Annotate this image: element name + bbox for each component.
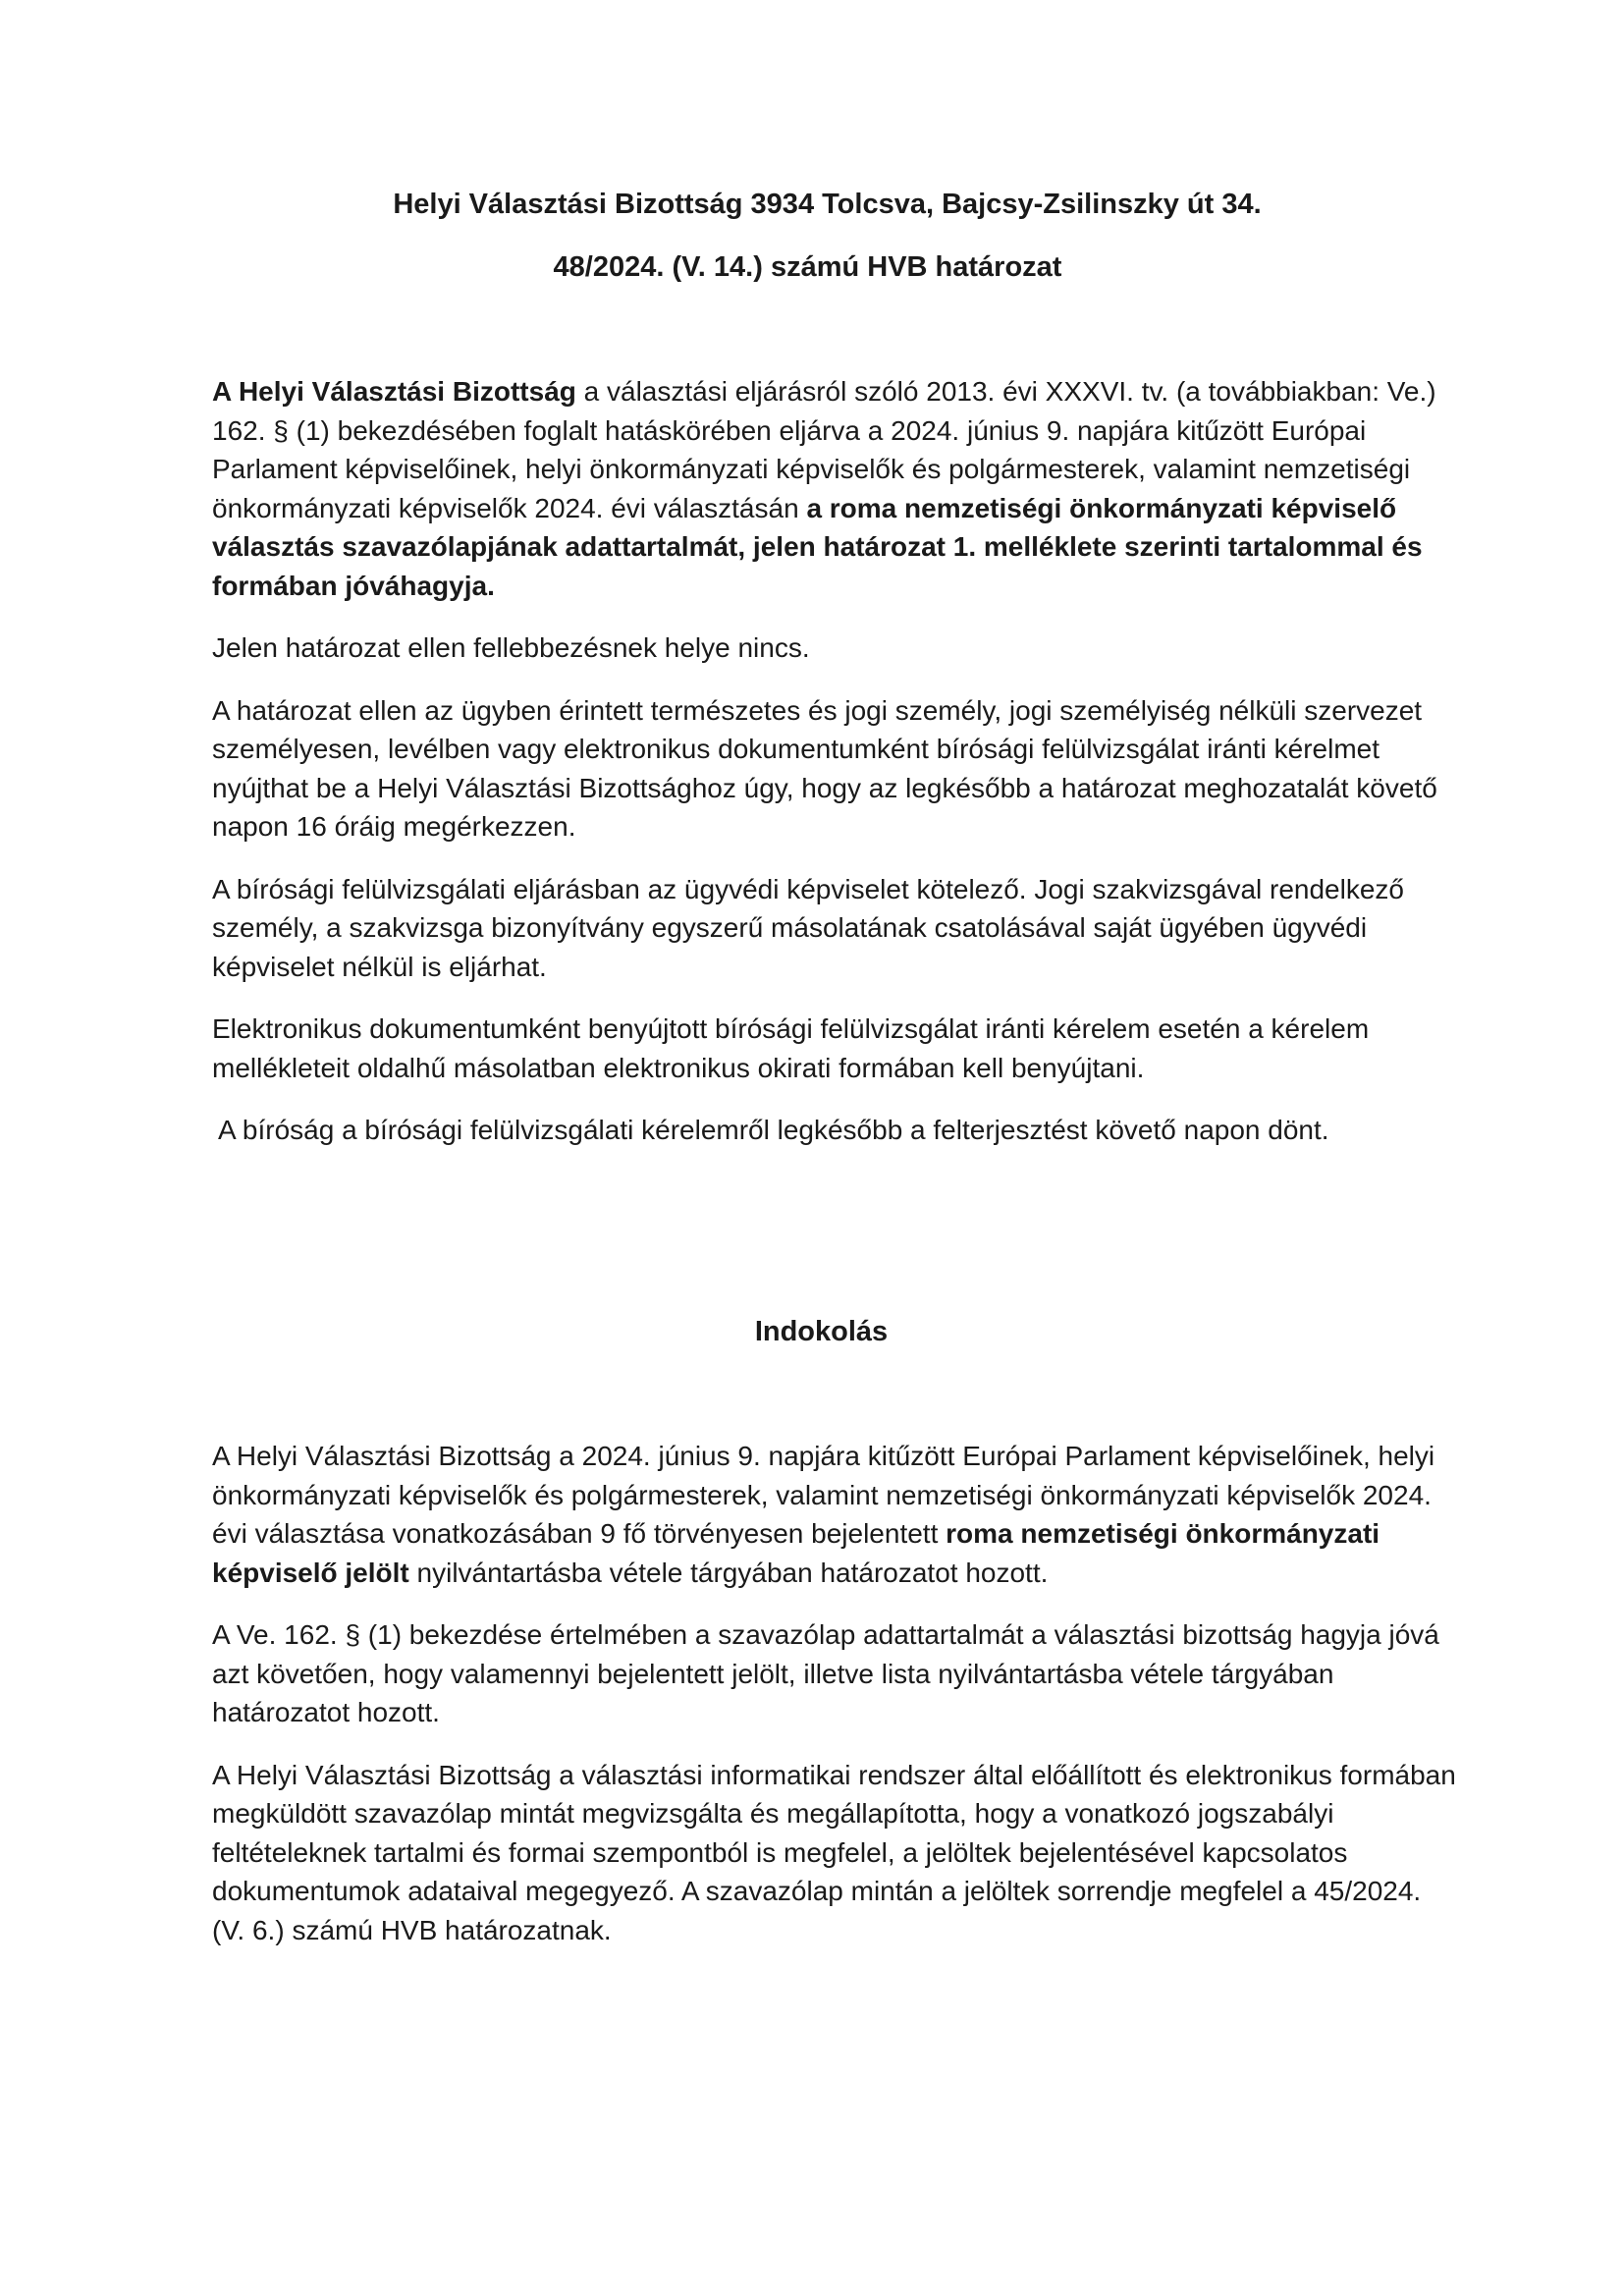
no-appeal-paragraph: Jelen határozat ellen fellebbezésnek helye nincs. [212, 632, 810, 663]
resolution-body [212, 372, 1459, 1174]
justification-body [212, 1437, 1459, 1973]
justification-text: A Helyi Választási Bizottság a 2024. június 9. napjára kitűzött Európai Parlament képviselőinek, helyi önkormányzati képviselők és polgármesterek, valamint nemzetiségi önkormányzati képviselők 2024. évi választása vonatkozásában 9 fő törvényesen bejelentett [212, 1441, 1435, 1549]
resolution-subject-bold: A Helyi Választási Bizottság [212, 376, 576, 407]
judicial-review-paragraph: A határozat ellen az ügyben érintett természetes és jogi személy, jogi személyiség nélküli szervezet személyesen, levélben vagy elektronikus dokumentumként bírósági felülvizsgálat iránti kérelmet nyújthat be a Helyi Választási Bizottsághoz úgy, hogy az legkésőbb a határozat meghozatalát követő napon 16 óráig megérkezzen. [212, 694, 1437, 842]
committee-address-heading: Helyi Választási Bizottság 3934 Tolcsva, Bajcsy-Zsilinszky út 34. [393, 189, 1262, 220]
resolution-decision-bold: a roma nemzetiségi önkormányzati képviselő választás szavazólapjának adattartalmát, jelen határozat 1. melléklete szerinti tartalommal és formában jóváhagyja. [212, 492, 1423, 601]
electronic-submission-paragraph: Elektronikus dokumentumként benyújtott bírósági felülvizsgálat iránti kérelem esetén a kérelem mellékleteit oldalhű másolatban elektronikus okirati formában kell benyújtani. [212, 1013, 1370, 1083]
legal-basis-paragraph: A Ve. 162. § (1) bekezdése értelmében a szavazólap adattartalmát a választási bizottság hagyja jóvá azt követően, hogy valamennyi bejelentett jelölt, illetve lista nyilvántartásba vétele tárgyában határozatot hozott. [212, 1619, 1439, 1727]
resolution-paragraph [212, 372, 1459, 605]
court-decision-paragraph: A bíróság a bírósági felülvizsgálati kérelemről legkésőbb a felterjesztést követő napon dönt. [218, 1115, 1329, 1145]
legal-representation-paragraph: A bírósági felülvizsgálati eljárásban az ügyvédi képviselet kötelező. Jogi szakvizsgával rendelkező személy, a szakvizsga bizonyítvány egyszerű másolatának csatolásával saját ügyében ügyvédi képviselet nélkül is eljárhat. [212, 873, 1404, 982]
justification-heading: Indokolás [754, 1316, 889, 1347]
justification-text-end: nyilvántartásba vétele tárgyában határozatot hozott. [408, 1557, 1049, 1588]
ballot-review-paragraph: A Helyi Választási Bizottság a választási informatikai rendszer által előállított és elektronikus formában megküldött szavazólap mintát megvizsgálta és megállapította, hogy a vonatkozó jogszabályi feltételeknek tartalmi és formai szempontból is megfelel, a jelöltek bejelentésével kapcsolatos dokumentumok adataival megegyező. A szavazólap mintán a jelöltek sorrendje megfelel a 45/2024. (V. 6.) számú HVB határozatnak. [212, 1759, 1456, 1945]
justification-paragraph [212, 1437, 1459, 1592]
candidate-type-bold: roma nemzetiségi önkormányzati képviselő jelölt [212, 1518, 1380, 1588]
resolution-text: a választási eljárásról szóló 2013. évi XXXVI. tv. (a továbbiakban: Ve.) 162. § (1) bekezdésében foglalt hatáskörében eljárva a 2024. június 9. napjára kitűzött Európai Parlament képviselőinek, helyi önkormányzati képviselők és polgármesterek, valamint nemzetiségi önkormányzati képviselők 2024. évi választásán [212, 376, 1436, 523]
resolution-number-heading: 48/2024. (V. 14.) számú HVB határozat [553, 251, 1062, 283]
